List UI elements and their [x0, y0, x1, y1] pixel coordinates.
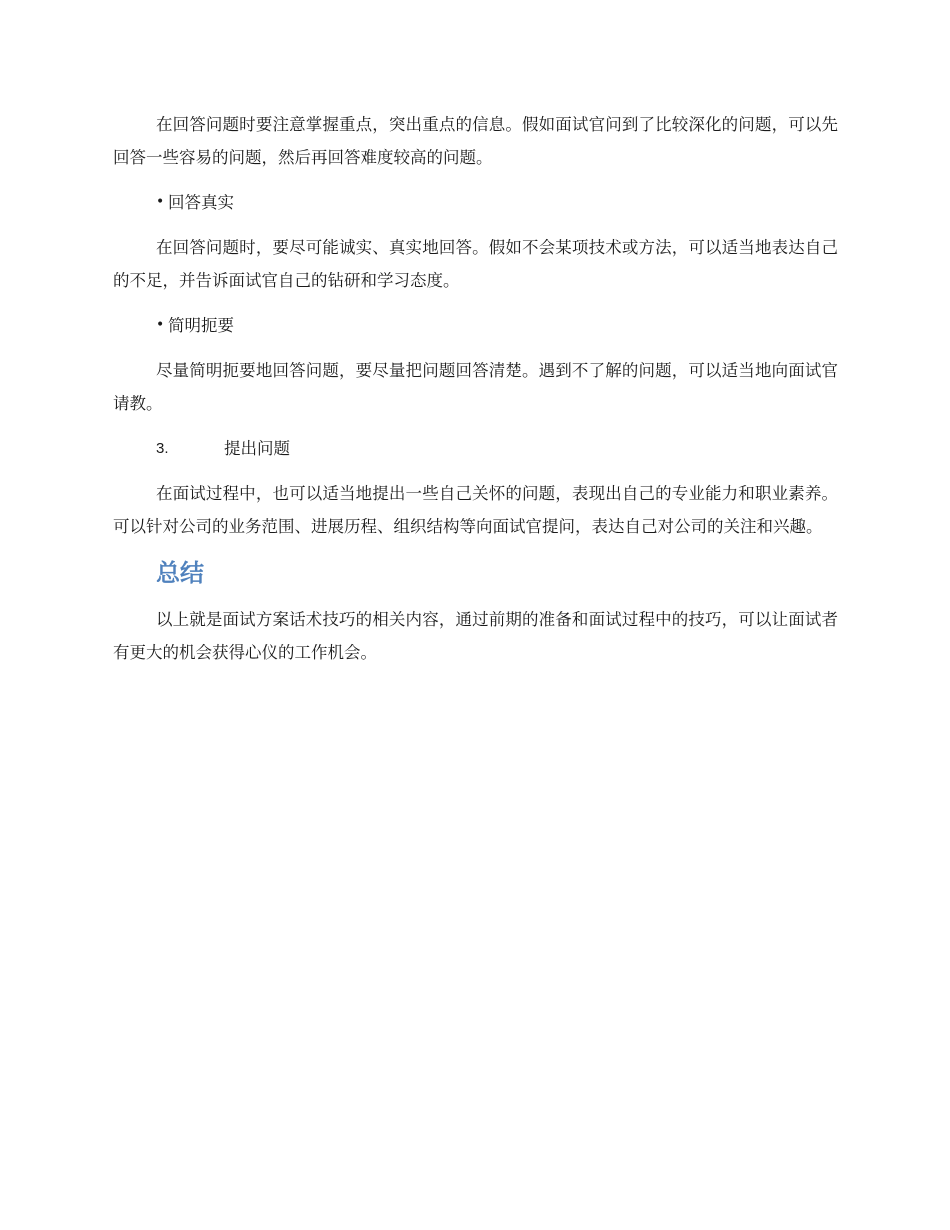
- bullet-marker: •: [156, 317, 165, 333]
- paragraph-answer-truthfully: 在回答问题时，要尽可能诚实、真实地回答。假如不会某项技术或方法，可以适当地表达自己的不足，并告诉面试官自己的钻研和学习态度。: [113, 238, 838, 290]
- bullet-answer-truthfully: [156, 186, 838, 219]
- summary-heading: 总结: [156, 559, 204, 587]
- paragraph-summary: 以上就是面试方案话术技巧的相关内容，通过前期的准备和面试过程中的技巧，可以让面试者有更大的机会获得心仪的工作机会。: [113, 610, 838, 662]
- bullet-label: 简明扼要: [168, 316, 234, 335]
- section-ask-questions: [156, 432, 838, 465]
- paragraph-be-concise: 尽量简明扼要地回答问题，要尽量把问题回答清楚。遇到不了解的问题，可以适当地向面试官请教。: [113, 361, 838, 413]
- section-number: 3.: [156, 440, 169, 457]
- document-body: [113, 108, 838, 681]
- bullet-marker: •: [156, 194, 165, 210]
- paragraph-ask-questions: 在面试过程中，也可以适当地提出一些自己关怀的问题，表现出自己的专业能力和职业素养。可以针对公司的业务范围、进展历程、组织结构等向面试官提问，表达自己对公司的关注和兴趣。: [113, 484, 838, 536]
- bullet-be-concise: [156, 309, 838, 342]
- bullet-label: 回答真实: [168, 193, 234, 212]
- section-title: 提出问题: [224, 439, 290, 458]
- paragraph-focus-key-points: 在回答问题时要注意掌握重点，突出重点的信息。假如面试官问到了比较深化的问题，可以先回答一些容易的问题，然后再回答难度较高的问题。: [113, 115, 838, 167]
